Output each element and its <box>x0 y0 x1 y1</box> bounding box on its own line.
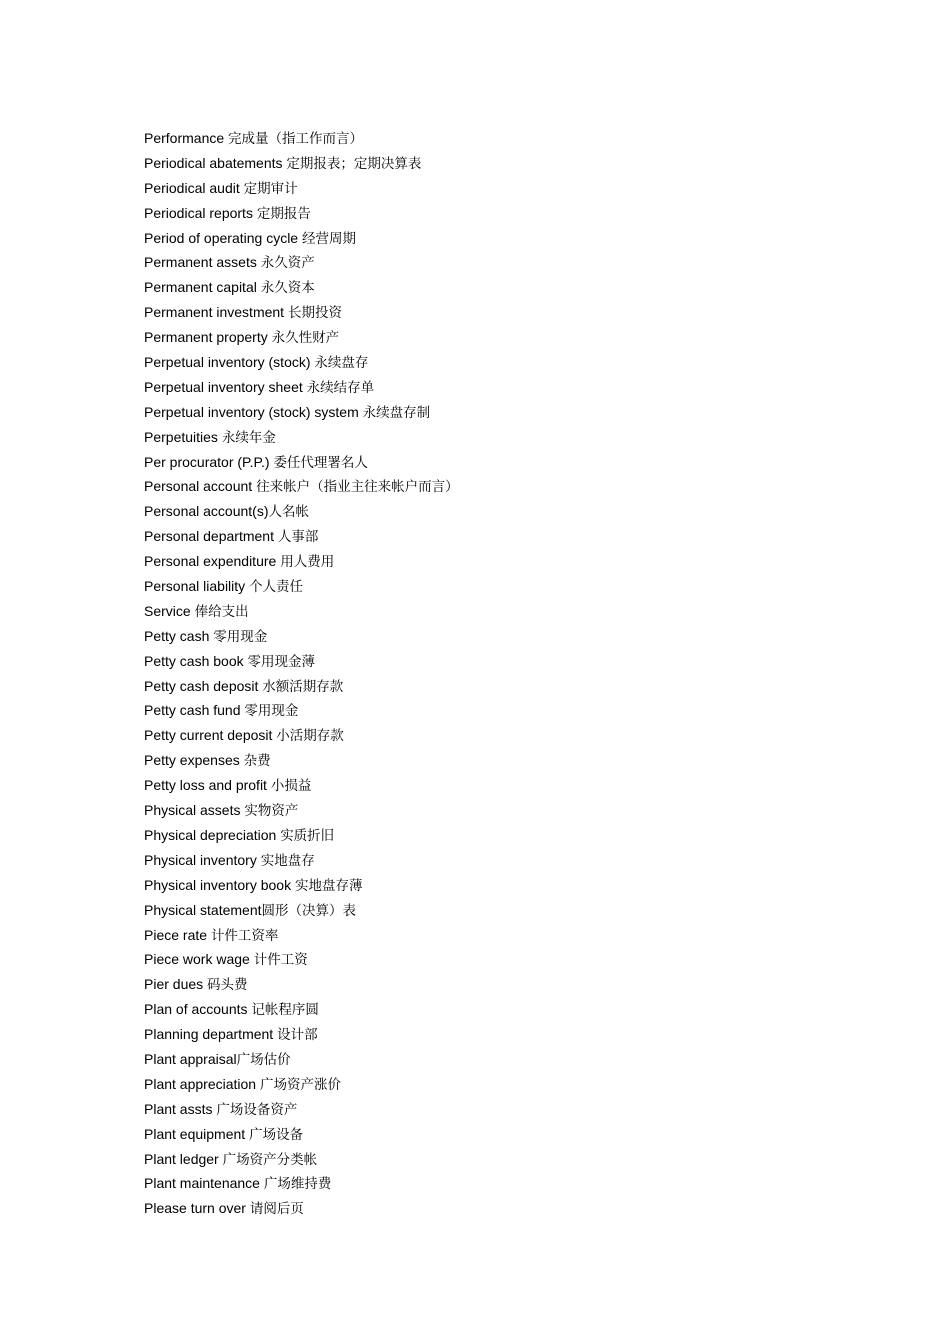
entry-translation: 实地盘存 <box>260 852 315 869</box>
glossary-entry <box>144 1196 459 1221</box>
entry-term: Personal department <box>144 528 274 545</box>
entry-translation: 永久资产 <box>260 255 315 272</box>
entry-translation: 定期报告 <box>256 205 311 222</box>
entry-term: Plant maintenance <box>144 1175 260 1192</box>
entry-term: Plant assts <box>144 1100 213 1117</box>
glossary-entry <box>144 176 459 201</box>
glossary-entry <box>144 524 459 549</box>
entry-term: Perpetuities <box>144 428 218 445</box>
entry-term: Personal expenditure <box>144 553 277 570</box>
entry-translation: 码头费 <box>207 977 248 994</box>
glossary-entry <box>144 226 459 251</box>
entry-term: Petty cash book <box>144 652 244 669</box>
entry-term: Petty cash fund <box>144 702 241 719</box>
entry-translation: 计件工资率 <box>210 927 279 944</box>
glossary-entry <box>144 674 459 699</box>
entry-term: Physical inventory <box>144 851 257 868</box>
entry-translation: 经营周期 <box>301 230 356 247</box>
entry-translation: 零用现金 <box>244 703 299 720</box>
glossary-entry <box>144 649 459 674</box>
entry-translation: 委任代理署名人 <box>273 454 368 471</box>
entry-term: Physical assets <box>144 802 241 819</box>
glossary-entry <box>144 1171 459 1196</box>
entry-term: Permanent capital <box>144 279 257 296</box>
entry-term: Plant appreciation <box>144 1075 257 1092</box>
entry-translation: 定期报表；定期决算表 <box>286 155 422 172</box>
entry-term: Petty expenses <box>144 752 240 769</box>
entry-term: Plant equipment <box>144 1125 246 1142</box>
entry-translation: 小损益 <box>270 778 312 795</box>
glossary-entry <box>144 848 459 873</box>
glossary-entry <box>144 201 459 226</box>
entry-translation: 零用现金薄 <box>247 653 316 670</box>
glossary-entry <box>144 400 459 425</box>
entry-term: Physical inventory book <box>144 876 292 893</box>
entry-translation: 请阅后页 <box>249 1201 304 1218</box>
glossary-entry <box>144 624 459 649</box>
entry-translation: 永续年金 <box>221 429 276 446</box>
entry-term: Personal account <box>144 478 253 495</box>
entry-translation: 永久资本 <box>260 280 315 297</box>
glossary-entry <box>144 972 459 997</box>
entry-translation: 广场设备资产 <box>216 1101 298 1118</box>
entry-term: Petty loss and profit <box>144 777 267 794</box>
entry-translation: 永续结存单 <box>306 379 375 396</box>
entry-translation: 圆形（决算）表 <box>261 902 356 919</box>
glossary-entry <box>144 275 459 300</box>
glossary-entry <box>144 698 459 723</box>
entry-term: Permanent assets <box>144 254 257 271</box>
glossary-entry <box>144 1047 459 1072</box>
glossary-entry <box>144 1147 459 1172</box>
entry-translation: 人名帐 <box>268 504 310 521</box>
glossary-entry <box>144 151 459 176</box>
glossary-entry <box>144 549 459 574</box>
glossary-entry <box>144 474 459 499</box>
glossary-entry <box>144 126 459 151</box>
entry-term: Plan of accounts <box>144 1001 248 1018</box>
entry-term: Perpetual inventory (stock) <box>144 354 311 371</box>
entry-term: Please turn over <box>144 1200 246 1217</box>
entry-term: Petty cash deposit <box>144 677 259 694</box>
glossary-entry <box>144 947 459 972</box>
entry-term: Planning department <box>144 1026 274 1043</box>
entry-translation: 设计部 <box>277 1027 318 1044</box>
entry-translation: 广场设备 <box>249 1126 304 1143</box>
glossary-entry <box>144 798 459 823</box>
glossary-entry <box>144 574 459 599</box>
glossary-entry <box>144 723 459 748</box>
entry-term: Piece rate <box>144 926 208 943</box>
entry-term: Petty current deposit <box>144 727 273 744</box>
entry-translation: 杂费 <box>243 753 271 770</box>
entry-translation: 定期审计 <box>243 180 298 197</box>
entry-term: Period of operating cycle <box>144 229 299 246</box>
glossary-entry <box>144 325 459 350</box>
entry-term: Physical depreciation <box>144 826 277 843</box>
entry-translation: 往来帐户（指业主往来帐户而言） <box>256 479 459 496</box>
entry-term: Physical statement <box>144 901 262 918</box>
glossary-entry <box>144 1097 459 1122</box>
entry-term: Periodical audit <box>144 179 240 196</box>
entry-translation: 个人责任 <box>249 579 304 596</box>
entry-translation: 零用现金 <box>213 628 268 645</box>
glossary-entry <box>144 250 459 275</box>
entry-term: Personal liability <box>144 578 246 595</box>
entry-term: Perpetual inventory sheet <box>144 378 303 395</box>
entry-translation: 永续盘存 <box>314 355 369 372</box>
entry-translation: 计件工资 <box>253 952 308 969</box>
entry-translation: 实质折旧 <box>280 827 335 844</box>
glossary-entry <box>144 748 459 773</box>
glossary-entry <box>144 898 459 923</box>
entry-translation: 实地盘存薄 <box>294 877 363 894</box>
entry-translation: 永续盘存制 <box>362 404 431 421</box>
entry-translation: 实物资产 <box>244 803 299 820</box>
entry-term: Periodical abatements <box>144 154 283 171</box>
entry-term: Plant appraisal <box>144 1050 237 1067</box>
entry-translation: 广场资产涨价 <box>259 1076 341 1093</box>
glossary-entry <box>144 599 459 624</box>
entry-term: Service <box>144 602 191 619</box>
entry-translation: 水额活期存款 <box>262 678 344 695</box>
entry-term: Perpetual inventory (stock) system <box>144 403 359 420</box>
glossary-entry <box>144 923 459 948</box>
entry-translation: 永久性财产 <box>271 330 340 347</box>
glossary-list <box>144 126 459 1221</box>
entry-term: Personal account(s) <box>144 503 269 520</box>
entry-term: Permanent property <box>144 329 268 346</box>
entry-translation: 广场估价 <box>236 1051 291 1068</box>
entry-translation: 广场维持费 <box>263 1176 332 1193</box>
glossary-entry <box>144 300 459 325</box>
entry-term: Per procurator (P.P.) <box>144 453 270 470</box>
glossary-entry <box>144 375 459 400</box>
entry-translation: 广场资产分类帐 <box>222 1151 318 1168</box>
glossary-entry <box>144 450 459 475</box>
entry-translation: 完成量（指工作而言） <box>228 131 364 147</box>
glossary-entry <box>144 425 459 450</box>
entry-term: Performance <box>144 130 225 146</box>
entry-term: Petty cash <box>144 627 210 644</box>
entry-term: Pier dues <box>144 976 204 993</box>
entry-term: Piece work wage <box>144 951 250 968</box>
glossary-entry <box>144 1072 459 1097</box>
glossary-entry <box>144 873 459 898</box>
entry-term: Permanent investment <box>144 304 285 321</box>
glossary-entry <box>144 1122 459 1147</box>
glossary-entry <box>144 997 459 1022</box>
entry-translation: 小活期存款 <box>276 728 344 745</box>
entry-translation: 长期投资 <box>287 305 342 322</box>
glossary-entry <box>144 499 459 524</box>
glossary-entry <box>144 823 459 848</box>
entry-translation: 记帐程序圆 <box>251 1002 319 1019</box>
entry-translation: 用人费用 <box>280 554 335 571</box>
entry-translation: 俸给支出 <box>194 603 249 620</box>
glossary-entry <box>144 773 459 798</box>
entry-term: Plant ledger <box>144 1150 219 1167</box>
glossary-entry <box>144 1022 459 1047</box>
glossary-entry <box>144 350 459 375</box>
entry-term: Periodical reports <box>144 204 253 221</box>
entry-translation: 人事部 <box>277 529 319 546</box>
